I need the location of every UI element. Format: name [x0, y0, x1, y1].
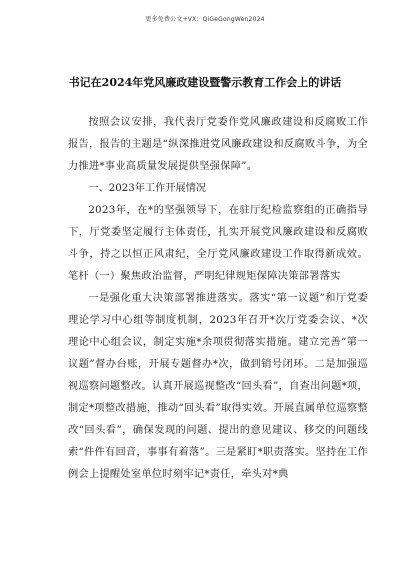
paragraph-intro: 按照会议安排，我代表厅党委作党风廉政建设和反腐败工作报告，报告的主题是“纵深推进党风廉政建设和反腐败斗争，为全力推进*事业高质量发展提供坚强保障”。	[68, 117, 368, 172]
document-body	[68, 112, 368, 486]
section-heading: 一、2023年工作开展情况	[88, 183, 207, 194]
document-title: 书记在2024年党风廉政建设暨警示教育工作会上的讲话	[68, 76, 342, 89]
paragraph-summary: 2023年，在*的坚强领导下，在驻厅纪检监察组的正确指导下，厅党委坚定履行主体责任，扎实开展党风廉政建设和反腐败斗争，持之以恒正风肃纪，全厅党风廉政建设工作取得新成效。笔杆（一）聚焦政治监督，严明纪律规矩保障决策部署落实	[68, 205, 368, 282]
watermark-text: 更多免费公文+VX：QiGeGongWen2024	[145, 16, 265, 23]
paragraph-details: 一是强化重大决策部署推进落实。落实“第一议题”和厅党委理论学习中心组等制度机制，2023年召开*次厅党委会议、*次理论中心组会议，制定实施*余项贯彻落实措施。建立完善“第一议题”督办台账，开展专题督办*次，做到销号闭环。二是加强巡视巡察问题整改。认真开展巡视整改“回头看”，自查出问题*项，制定*项整改措施，推动“回头看”取得实效。开展直属单位巡察整改“回头看”，确保发现的问题、提出的意见建议、移交的问题线索“件件有回音，事事有着落”。三是紧盯*职责落实。坚持在工作例会上提醒处室单位时刻牢记*责任，牵头对*典	[68, 293, 368, 480]
